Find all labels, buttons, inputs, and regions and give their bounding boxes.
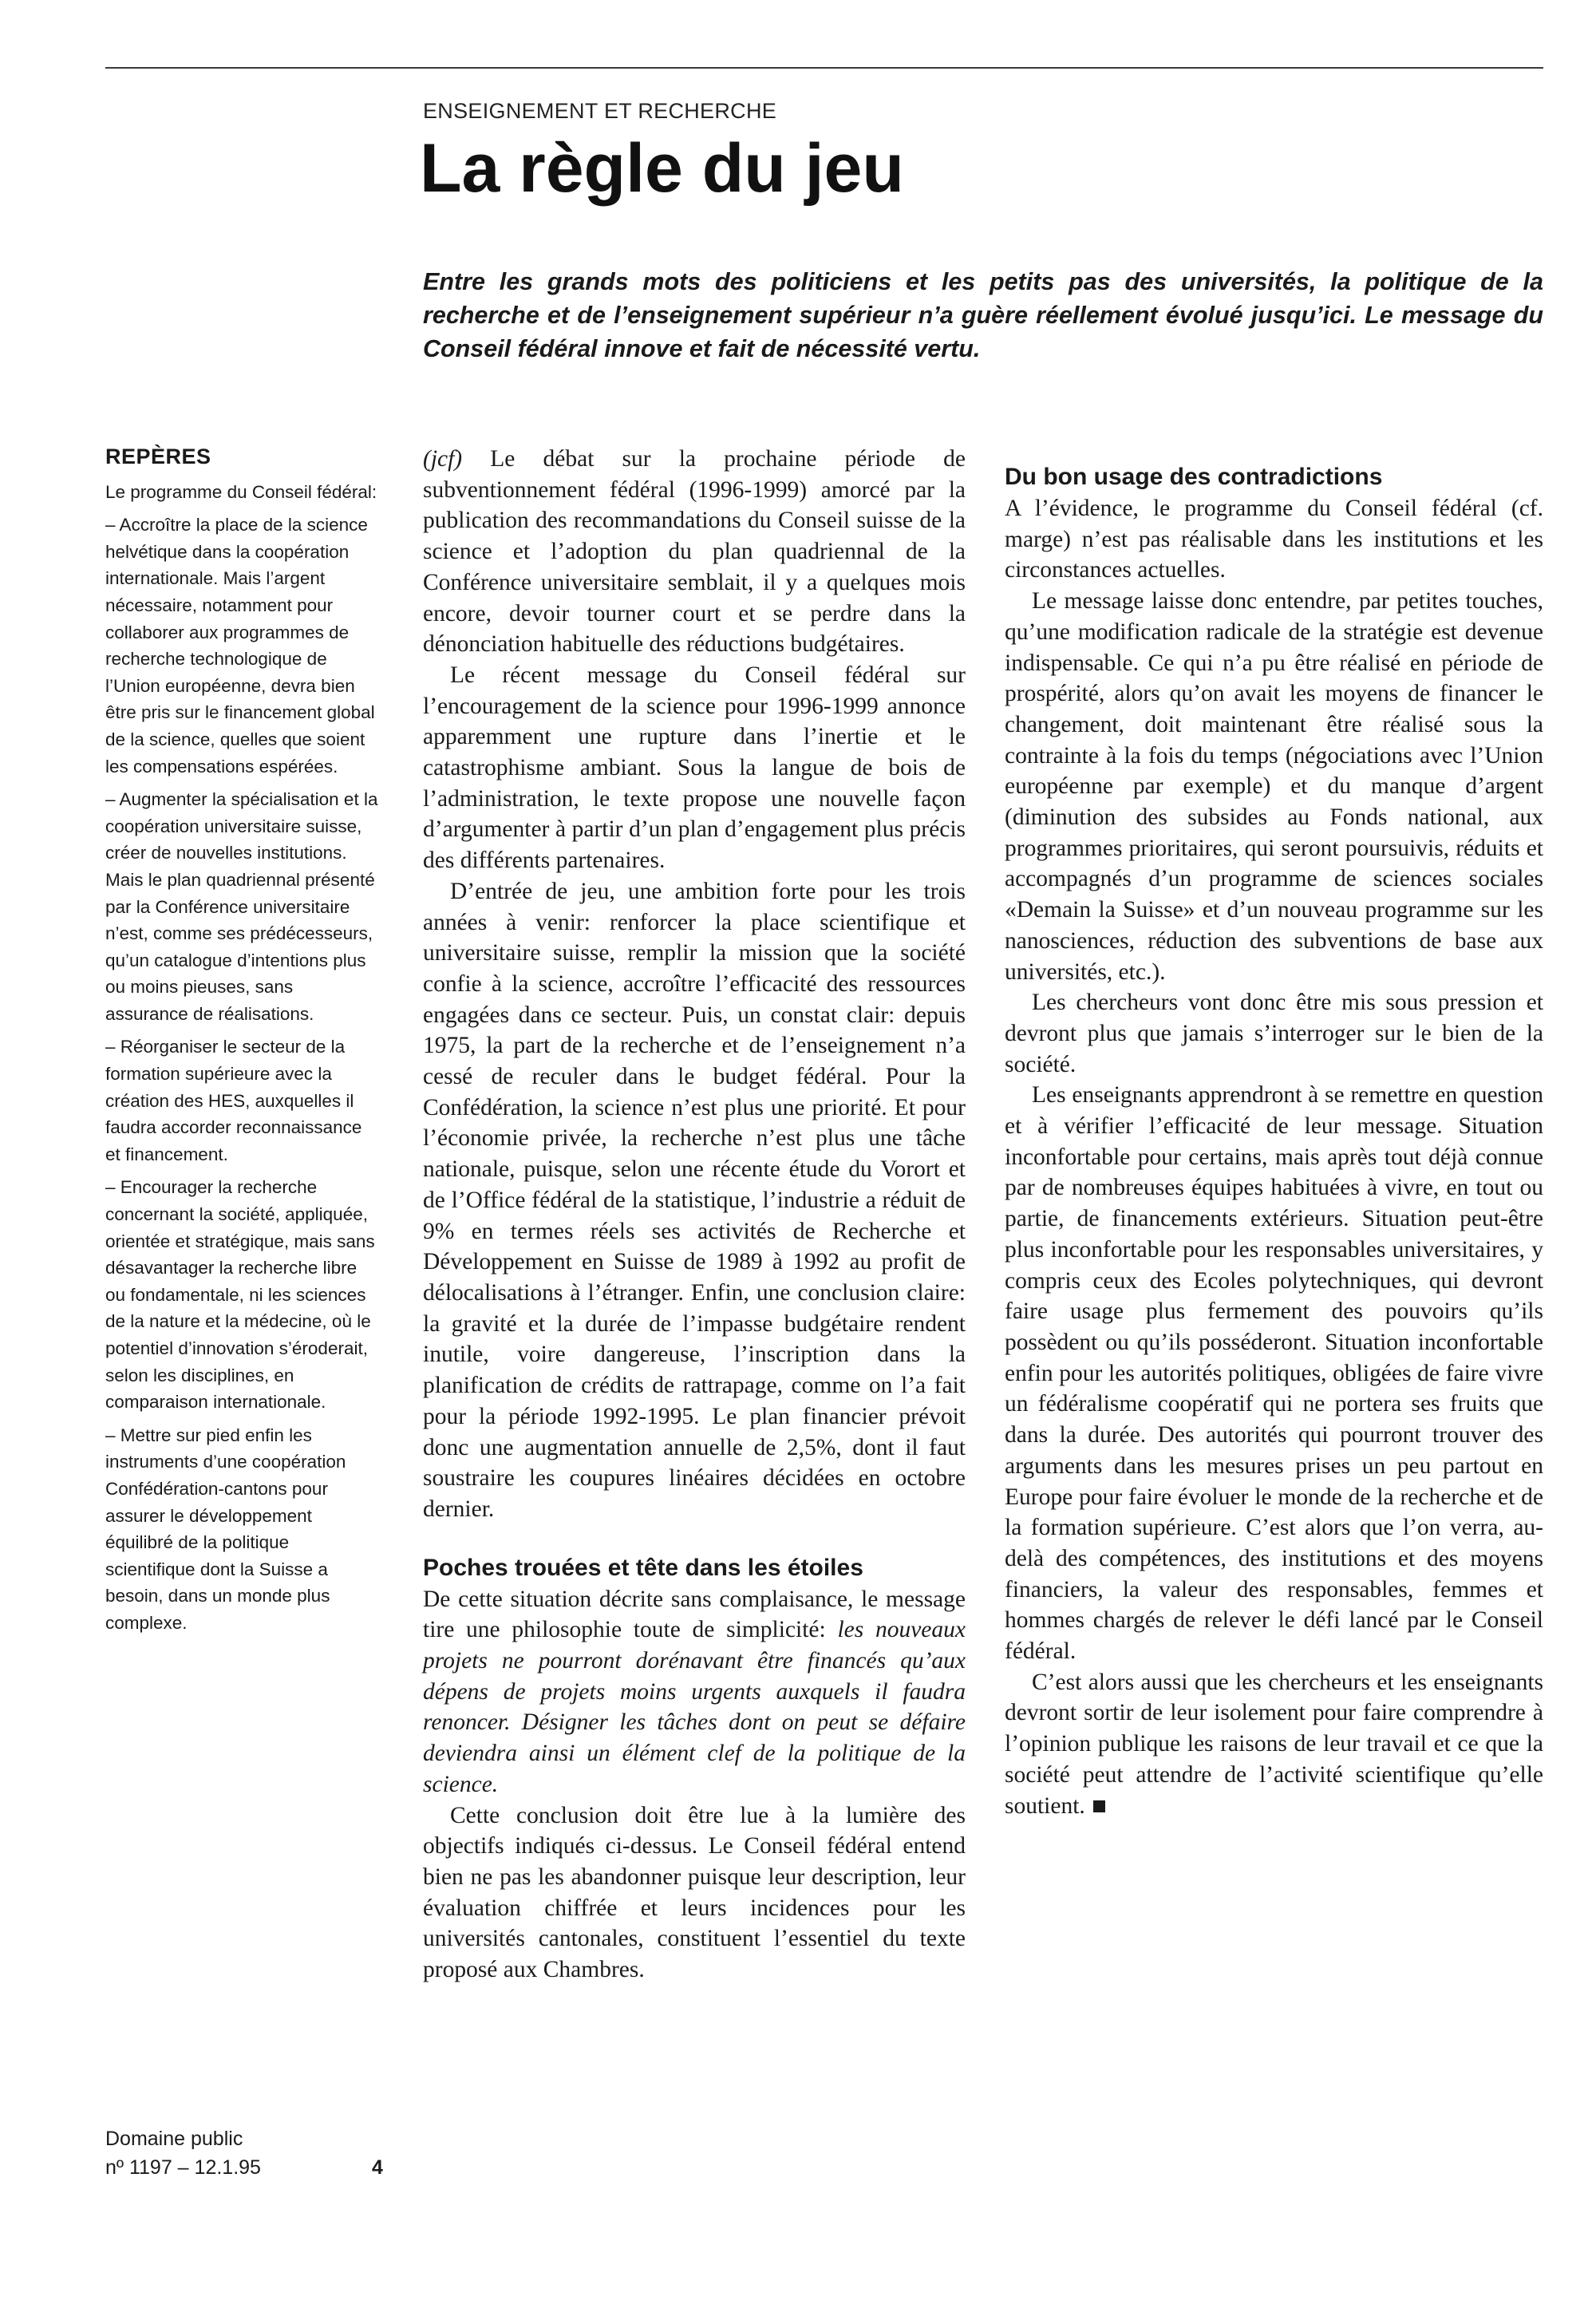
subheading: Du bon usage des contradictions (1005, 464, 1383, 490)
italic-quote: les nouveaux projets ne pourront dorénavant être financés qu’aux dépens de projets moins urgents auxquels il faudra renoncer. Désigner les tâches dont on peut se défaire deviendra ainsi un élément clef de la politique de la science. (423, 1617, 966, 1797)
sidebar-item: – Mettre sur pied enfin les instruments d’une coopération Confédération-cantons pour assurer le développement équilibré de la politique scientifique dont la Suisse a besoin, dans un monde plus complexe. (105, 1425, 346, 1633)
article-paragraph: Le message laisse donc entendre, par petites touches, qu’une modification radicale de la stratégie est devenue indispensable. Ce qui n’a pu être réalisé en période de prospérité, alors qu’on avait les moyens de financer le changement, doit maintenant être réalisé sous la contrainte à la fois du temps (négociations avec l’Union européenne par exemple) et du manque d’argent (diminution des subsides au Fonds national, aux programmes prioritaires, qui seront poursuivis, réduits et accompagnés d’un programme de sciences sociales «Demain la Suisse» et d’un nouveau programme sur les nanosciences, réduction des subventions de base aux universités, etc.). (1005, 588, 1543, 985)
article-paragraph: Les chercheurs vont donc être mis sous pression et devront plus que jamais s’interroger sur le bien de la société. (1005, 990, 1543, 1077)
article-paragraph: De cette situation décrite sans complaisance, le message tire une philosophie toute de simplicité: les nouveaux projets ne pourront dorénavant être financés qu’aux dépens de projets moins urgents auxquels il faudra renoncer. Désigner les tâches dont on peut se défaire deviendra ainsi un élément clef de la politique de la science. (423, 1586, 966, 1797)
article-paragraph: Les enseignants apprendront à se remettre en question et à vérifier l’efficacité de leur message. Situation inconfortable pour certains, mais après tout déjà connue par de nombreuses équipes habituées à vivre, en tout ou partie, de financements extérieurs. Situation peut-être plus inconfortable pour les responsables universitaires, y compris ceux des Ecoles polytechniques, qui devront faire usage plus fermement des pouvoirs qu’ils possèdent ou qu’ils posséderont. Situation inconfortable enfin pour les autorités politiques, obligées de faire vivre un fédéralisme coopératif qui ne portera ses fruits que dans la durée. Des autorités qui pourront trouver des arguments dans les mesures prises un peu partout en Europe pour faire évoluer le monde de la recherche et de la formation supérieure. C’est alors que l’on verra, au-delà des compétences, des institutions et des moyens financiers, la valeur des responsables, femmes et hommes chargés de relever le défi lancé par le Conseil fédéral. (1005, 1082, 1543, 1665)
article-paragraph: D’entrée de jeu, une ambition forte pour les trois années à venir: renforcer la place scientifique et universitaire suisse, remplir la mission que la société confie à la science, accroître l’efficacité des ressources engagées dans ce secteur. Puis, un constat clair: depuis 1975, la part de la recherche et de l’enseignement n’a cessé de reculer dans le budget fédéral. Pour la Confédération, la science n’est plus une priorité. Et pour l’économie privée, la recherche n’est plus une tâche nationale, puisque, selon une récente étude du Vorort et de l’Office fédéral de la statistique, l’industrie a réduit de 9% en termes réels ses activités de Recherche et Développement en Suisse de 1989 à 1992 au profit de délocalisations à l’étranger. Enfin, une conclusion claire: la gravité et la durée de l’impasse budgétaire rendent inutile, voire dangereuse, l’inscription dans la planification de crédits de rattrapage, comme on l’a fait pour la période 1992-1995. Le plan financier prévoit donc une augmentation annuelle de 2,5%, dont il faut soustraire les coupures linéaires décidées en octobre dernier. (423, 878, 966, 1522)
issue-number: nº 1197 – 12.1.95 (105, 2156, 261, 2179)
page-number: 4 (372, 2156, 383, 2179)
article-title: La règle du jeu (420, 130, 904, 207)
article-paragraph: A l’évidence, le programme du Conseil fédéral (cf. marge) n’est pas réalisable dans les institutions et les circonstances actuelles. (1005, 496, 1543, 583)
sidebar-reperes (105, 444, 381, 1643)
article-column-1 (423, 444, 966, 2199)
sidebar-item: – Accroître la place de la science helvétique dans la coopération internationale. Mais l’argent nécessaire, notamment pour collaborer aux programmes de recherche technologique de l’Union européenne, devra bien être pris sur le financement global de la science, quelles que soient les compensations espérées. (105, 515, 375, 777)
top-rule (105, 67, 1543, 69)
author-initials: (jcf) (423, 446, 463, 472)
sidebar-title: REPÈRES (105, 445, 211, 468)
page-footer (105, 2124, 261, 2182)
sidebar-item: – Augmenter la spécialisation et la coopération universitaire suisse, créer de nouvelles institutions. Mais le plan quadriennal présenté par la Conférence universitaire n’est, comme ses prédécesseurs, qu’un catalogue d’intentions plus ou moins pieuses, sans assurance de réalisations. (105, 789, 378, 1024)
section-kicker: ENSEIGNEMENT ET RECHERCHE (423, 99, 777, 123)
publication-name: Domaine public (105, 2128, 243, 2150)
sidebar-item: – Encourager la recherche concernant la société, appliquée, orientée et stratégique, mais sans désavantager la recherche libre ou fondamentale, ni les sciences de la nature et la médecine, où le potentiel d’innovation s’éroderait, selon les disciplines, en comparaison internationale. (105, 1177, 375, 1413)
sidebar-intro: Le programme du Conseil fédéral: (105, 481, 377, 502)
article-paragraph: (jcf) Le débat sur la prochaine période de subventionnement fédéral (1996-1999) amorcé par la publication des recommandations du Conseil suisse de la science et l’adoption du plan quadriennal de la Conférence universitaire semblait, il y a quelques mois encore, devoir tourner court et se perdre dans la dénonciation habituelle des réductions budgétaires. (423, 446, 966, 658)
article-paragraph: Le récent message du Conseil fédéral sur l’encouragement de la science pour 1996-1999 annonce apparemment une rupture dans l’inertie et le catastrophisme ambiant. Sous la langue de bois de l’administration, le texte propose une nouvelle façon d’argumenter à partir d’un plan d’engagement plus précis des différents partenaires. (423, 662, 966, 874)
subheading: Poches trouées et tête dans les étoiles (423, 1554, 863, 1581)
article-paragraph: C’est alors aussi que les chercheurs et les enseignants devront sortir de leur isolement pour faire comprendre à l’opinion publique les raisons de leur travail et ce que la société peut attendre de l’activité scientifique qu’elle soutient. (1005, 1669, 1543, 1819)
sidebar-item: – Réorganiser le secteur de la formation supérieure avec la création des HES, auxquelles il faudra accorder reconnaissance et financement. (105, 1037, 362, 1164)
article-paragraph: Cette conclusion doit être lue à la lumière des objectifs indiqués ci-dessus. Le Conseil fédéral entend bien ne pas les abandonner puisque leur description, leur évaluation chiffrée et leurs incidences pour les universités cantonales, constituent l’essentiel du texte proposé aux Chambres. (423, 1802, 966, 1983)
end-mark-icon (1093, 1800, 1105, 1812)
article-column-2 (1005, 444, 1543, 2199)
article-lead: Entre les grands mots des politiciens et les petits pas des universités, la politique de la recherche et de l’enseignement supérieur n’a guère réellement évolué jusqu’ici. Le message du Conseil fédéral innove et fait de nécessité vertu. (423, 268, 1543, 362)
